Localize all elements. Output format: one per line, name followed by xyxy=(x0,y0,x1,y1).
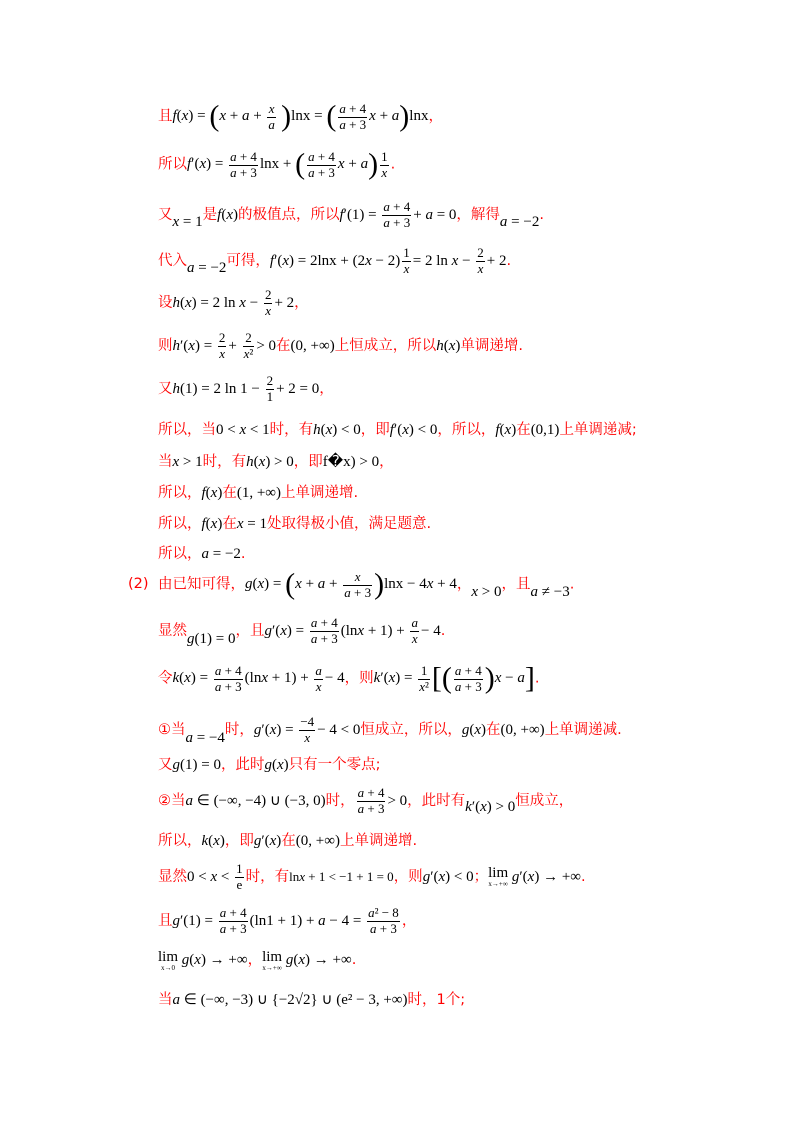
line-11: 所以，f(x)在x = 1处取得极小值，满足题意. xyxy=(158,516,432,532)
line-21: 且g′(1) = $\frac{a + 4}{a + 3}$ (ln1 + 1) + a − 4 = $\frac{\text{a² − 8}}{a + 3}$ ， xyxy=(158,905,417,936)
line-23: 当a ∈ (−∞, −3) ∪ {−2√2} ∪ (e² − 3, +∞)时，1个; xyxy=(158,992,466,1008)
line-10: 所以，f(x)在(1, +∞)上单调递增. xyxy=(158,485,359,501)
formula: f(x) = (x + a + $\frac{x}{a}$ )lnx = ( $\frac{a + 4}{a + 3}$ x + a)lnx xyxy=(172,100,429,133)
line-8: 所以，当0 < x < 1时，有h(x) < 0，即f′(x) < 0，所以，f(x)在(0,1)上单调递减; xyxy=(158,422,637,438)
line-19: 所以，k(x)，即g′(x)在(0, +∞)上单调递增. xyxy=(158,833,418,849)
line-7: 又h(1) = 2 ln 1 − $\frac{2}{1}$ + 2 = 0， xyxy=(158,373,334,404)
line-17: 又g(1) = 0，此时g(x)只有一个零点; xyxy=(158,757,381,773)
line-14: 显然g(1) = 0，且g′(x) = $\frac{a + 4}{a + 3}$ (lnx + 1) + $\frac{a}{x}$ − 4. xyxy=(158,615,446,647)
line-1: 且f(x) = (x + a + $\frac{x}{a}$ )lnx = ( $\frac{a + 4}{a + 3}$ x + a)lnx， xyxy=(158,100,443,133)
line-22: lim x→0 g(x) → +∞， lim x→+∞ g(x) → +∞. xyxy=(158,948,357,972)
formula: f′(x) = $\frac{a + 4}{a + 3}$ lnx + ( $\frac{a + 4}{a + 3}$ x + a) $\frac{1}{x}$ xyxy=(187,148,388,181)
line-6: 则h′(x) = $\frac{2}{x}$ + $\frac{2}{\text{x²}}$ > 0在(0, +∞)上恒成立，所以h(x)单调递增. xyxy=(158,330,523,361)
line-18: ②当a ∈ (−∞, −4) ∪ (−3, 0)时， $\frac{a + 4}{a + 3}$ > 0，此时有k′(x) > 0恒成立， xyxy=(158,785,574,816)
line-5: 设h(x) = 2 ln x − $\frac{2}{x}$ + 2， xyxy=(158,287,309,318)
line-9: 当x > 1时，有h(x) > 0，即f�x) > 0， xyxy=(158,454,394,470)
line-3: 又x = 1是f(x)的极值点，所以f′(1) = $\frac{a + 4}{a + 3}$ + a = 0，解得a = −2. xyxy=(158,199,544,230)
label: 所以 xyxy=(158,156,187,173)
line-15: 令k(x) = $\frac{a + 4}{a + 3}$ (lnx + 1) + $\frac{a}{x}$ − 4，则k′(x) = $\frac{1}{\text{x²}}$ [( $\frac{a + 4}{a + 3}$ )x − a]. xyxy=(158,662,540,695)
line-16: ①当a = −4时，g′(x) = $\frac{-4}{x}$ − 4 < 0恒成立，所以，g(x)在(0, +∞)上单调递减. xyxy=(158,714,622,746)
line-20: 显然0 < x < $\frac{1}{e}$ 时，有lnx + 1 < −1 + 1 = 0，则g′(x) < 0； lim x→+∞ g′(x) → +∞. xyxy=(158,861,586,892)
line-2: 所以f′(x) = $\frac{a + 4}{a + 3}$ lnx + ( $\frac{a + 4}{a + 3}$ x + a) $\frac{1}{x}$ . xyxy=(158,148,396,181)
label: 且 xyxy=(158,108,173,125)
part-index: (2) xyxy=(128,576,149,592)
line-12: 所以，a = −2. xyxy=(158,546,246,562)
line-4: 代入a = −2可得，f′(x) = 2lnx + (2x − 2) $\frac{1}{x}$ = 2 ln x − $\frac{2}{x}$ + 2. xyxy=(158,245,512,276)
line-13: 由已知可得，g(x) = (x + a + $\frac{x}{a + 3}$ )lnx − 4x + 4，x > 0，且a ≠ −3. xyxy=(158,568,575,601)
